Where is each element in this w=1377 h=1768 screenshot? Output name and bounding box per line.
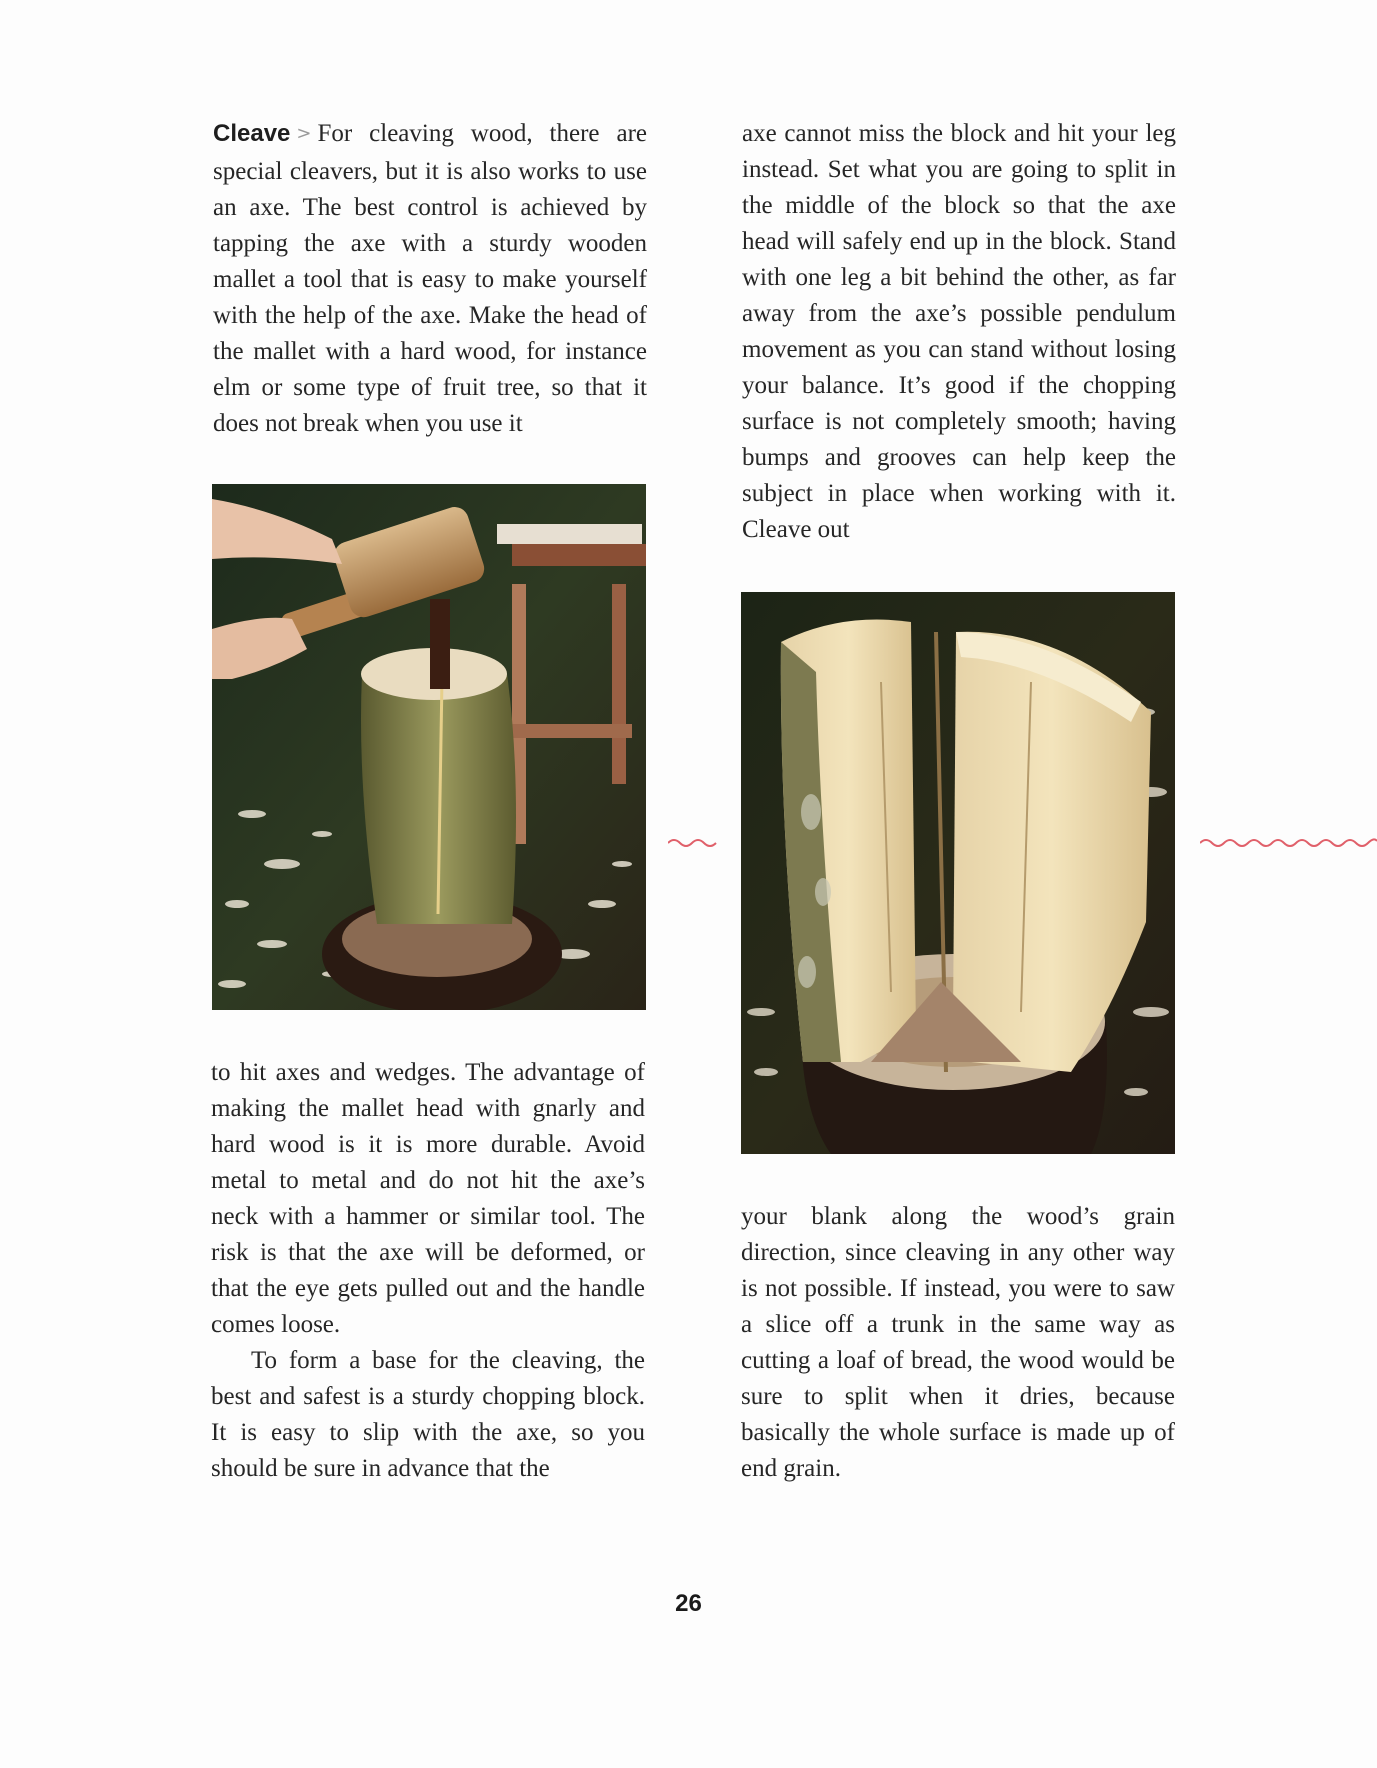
squiggle-divider-right bbox=[1200, 836, 1377, 850]
photo-mallet-splitting-log bbox=[212, 484, 646, 1010]
chevron-right-icon: > bbox=[296, 123, 312, 144]
left-column-bottom-text bbox=[211, 1055, 645, 1487]
mallet-paragraph: to hit axes and wedges. The advantage of making the mallet head with gnarly and hard wood is it is more durable. Avoid metal to metal and do not hit the axe’s neck with a hammer or similar tool. The risk is that the axe will be deformed, or that the eye gets pulled out and the handle comes loose. bbox=[211, 1059, 645, 1338]
section-heading-cleave: Cleave bbox=[213, 120, 291, 147]
right-column-bottom-text bbox=[741, 1199, 1175, 1487]
left-column-top-text bbox=[213, 116, 647, 442]
squiggle-divider-left bbox=[668, 836, 720, 850]
grain-direction-paragraph: your blank along the wood’s grain direction, since cleaving in any other way is not possible. If instead, you were to saw a slice off a trunk in the same way as cutting a loaf of bread, the wood would be sure to split when it dries, because basically the whole surface is made up of end grain. bbox=[741, 1203, 1175, 1482]
photo-split-log bbox=[741, 592, 1175, 1154]
right-column-top-text bbox=[742, 116, 1176, 548]
cleave-paragraph bbox=[213, 116, 647, 442]
axe-safety-paragraph: axe cannot miss the block and hit your leg instead. Set what you are going to split in the middle of the block so that the axe head will safely end up in the block. Stand with one leg a bit behind the other, as far away from the axe’s possible pendulum movement as you can stand without losing your balance. It’s good if the chopping surface is not completely smooth; having bumps and grooves can help keep the subject in place when working with it. Cleave out bbox=[742, 120, 1176, 543]
chopping-block-paragraph: To form a base for the cleaving, the best and safest is a sturdy chopping block. It is easy to slip with the axe, so you should be sure in advance that the bbox=[211, 1347, 645, 1482]
cleave-paragraph-text: For cleaving wood, there are special cleavers, but it is also works to use an axe. The best control is achieved by tapping the axe with a sturdy wooden mallet a tool that is easy to make yourself with the help of the axe. Make the head of the mallet with a hard wood, for instance elm or some type of fruit tree, so that it does not break when you use it bbox=[213, 120, 647, 437]
page-number: 26 bbox=[675, 1590, 702, 1617]
